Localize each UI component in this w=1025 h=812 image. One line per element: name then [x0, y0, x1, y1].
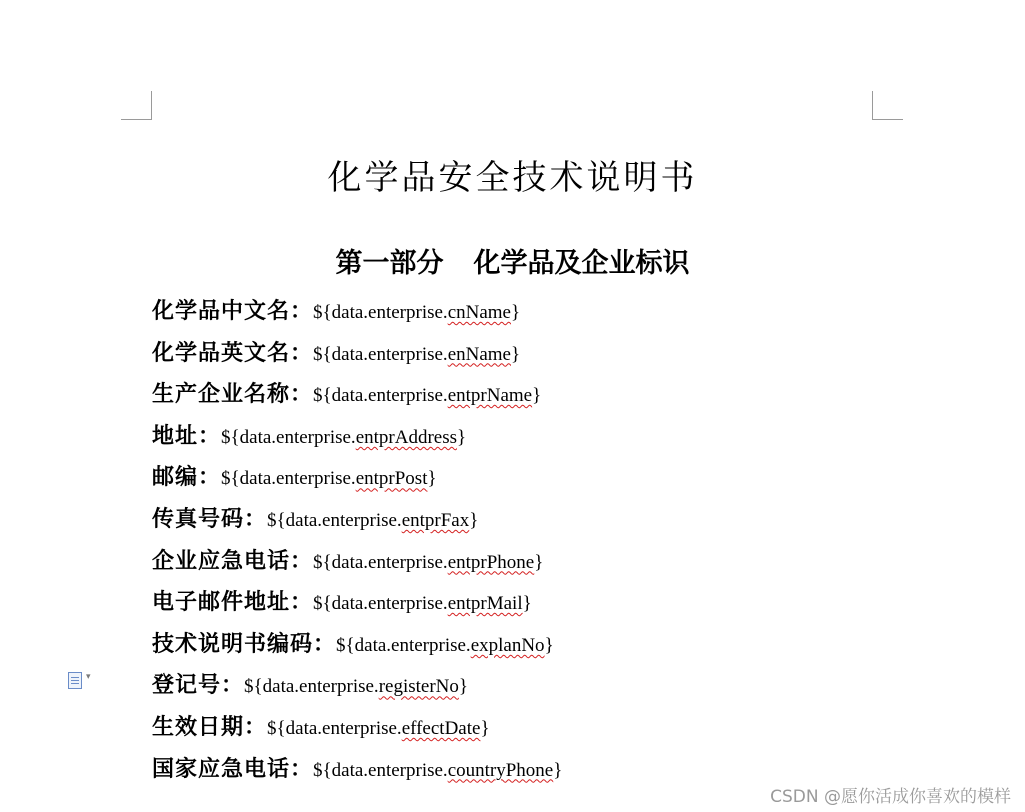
field-label: 技术说明书编码：	[152, 630, 337, 657]
section-heading	[0, 241, 1025, 280]
field-label: 地址：	[152, 422, 222, 449]
field-row	[152, 625, 562, 667]
placeholder-suffix: }	[553, 759, 563, 781]
field-placeholder[interactable]	[267, 510, 478, 531]
placeholder-suffix: }	[544, 634, 554, 656]
placeholder-prefix: ${data.enterprise.	[313, 385, 448, 407]
field-label: 电子邮件地址：	[152, 589, 314, 616]
field-placeholder[interactable]	[313, 552, 543, 573]
field-placeholder[interactable]	[336, 635, 554, 656]
field-label: 邮编：	[152, 464, 222, 491]
placeholder-key: countryPhone	[447, 759, 554, 781]
field-label: 化学品中文名：	[152, 298, 314, 324]
placeholder-prefix: ${data.enterprise.	[267, 509, 402, 531]
field-placeholder[interactable]	[313, 385, 541, 406]
placeholder-key: entprName	[447, 385, 533, 407]
placeholder-prefix: ${data.enterprise.	[313, 343, 448, 365]
section-part: 第一部分	[335, 248, 444, 279]
field-row	[152, 375, 562, 417]
placeholder-key: enName	[447, 343, 511, 365]
placeholder-key: effectDate	[401, 717, 481, 739]
page-corner-mark-top-right	[872, 91, 903, 120]
document-title: 化学品安全技术说明书	[327, 158, 698, 198]
placeholder-prefix: ${data.enterprise.	[313, 302, 448, 323]
dropdown-arrow-icon[interactable]: ▾	[86, 672, 91, 682]
placeholder-prefix: ${data.enterprise.	[336, 634, 471, 656]
placeholder-prefix: ${data.enterprise.	[221, 426, 356, 448]
field-row	[152, 750, 562, 792]
field-label: 登记号：	[152, 672, 245, 699]
field-placeholder[interactable]	[313, 593, 532, 614]
field-row	[152, 417, 562, 459]
field-placeholder[interactable]	[221, 468, 437, 489]
field-row	[152, 500, 562, 542]
placeholder-suffix: }	[427, 468, 437, 490]
document-icon[interactable]	[68, 672, 82, 689]
field-placeholder[interactable]	[221, 427, 466, 448]
placeholder-suffix: }	[511, 343, 521, 365]
field-placeholder[interactable]	[244, 676, 468, 697]
field-placeholder[interactable]	[313, 302, 520, 323]
watermark: CSDN @愿你活成你喜欢的模样	[770, 787, 1011, 807]
placeholder-prefix: ${data.enterprise.	[267, 717, 402, 739]
placeholder-suffix: }	[532, 385, 542, 407]
placeholder-suffix: }	[522, 593, 532, 615]
field-label: 生效日期：	[152, 713, 268, 740]
field-placeholder[interactable]	[313, 344, 520, 365]
page-corner-mark-top-left	[121, 91, 152, 120]
field-row	[152, 542, 562, 584]
field-row	[152, 292, 562, 334]
placeholder-suffix: }	[511, 302, 521, 323]
placeholder-key: entprAddress	[355, 426, 457, 448]
placeholder-key: registerNo	[378, 676, 459, 698]
placeholder-prefix: ${data.enterprise.	[244, 676, 379, 698]
field-label: 生产企业名称：	[152, 381, 314, 408]
placeholder-key: entprPost	[355, 468, 428, 490]
field-row	[152, 583, 562, 625]
field-row	[152, 666, 562, 708]
field-list	[152, 292, 562, 791]
placeholder-suffix: }	[458, 676, 469, 698]
section-name: 化学品及企业标识	[473, 248, 690, 279]
placeholder-suffix: }	[457, 426, 467, 448]
placeholder-key: entprMail	[447, 593, 523, 615]
placeholder-suffix: }	[480, 717, 490, 739]
field-row	[152, 334, 562, 376]
field-label: 企业应急电话：	[152, 547, 314, 574]
field-label: 化学品英文名：	[152, 339, 314, 366]
placeholder-prefix: ${data.enterprise.	[313, 551, 448, 573]
placeholder-prefix: ${data.enterprise.	[221, 468, 356, 490]
field-placeholder[interactable]	[313, 760, 562, 781]
field-label: 传真号码：	[152, 505, 268, 532]
field-row	[152, 708, 562, 750]
placeholder-suffix: }	[469, 509, 479, 531]
placeholder-key: cnName	[447, 302, 511, 323]
placeholder-suffix: }	[534, 551, 544, 573]
placeholder-key: entprPhone	[447, 551, 535, 573]
placeholder-prefix: ${data.enterprise.	[313, 759, 448, 781]
field-label: 国家应急电话：	[152, 755, 314, 782]
field-row	[152, 458, 562, 500]
placeholder-prefix: ${data.enterprise.	[313, 593, 448, 615]
placeholder-key: entprFax	[401, 509, 470, 531]
field-placeholder[interactable]	[267, 718, 490, 739]
placeholder-key: explanNo	[470, 634, 545, 656]
